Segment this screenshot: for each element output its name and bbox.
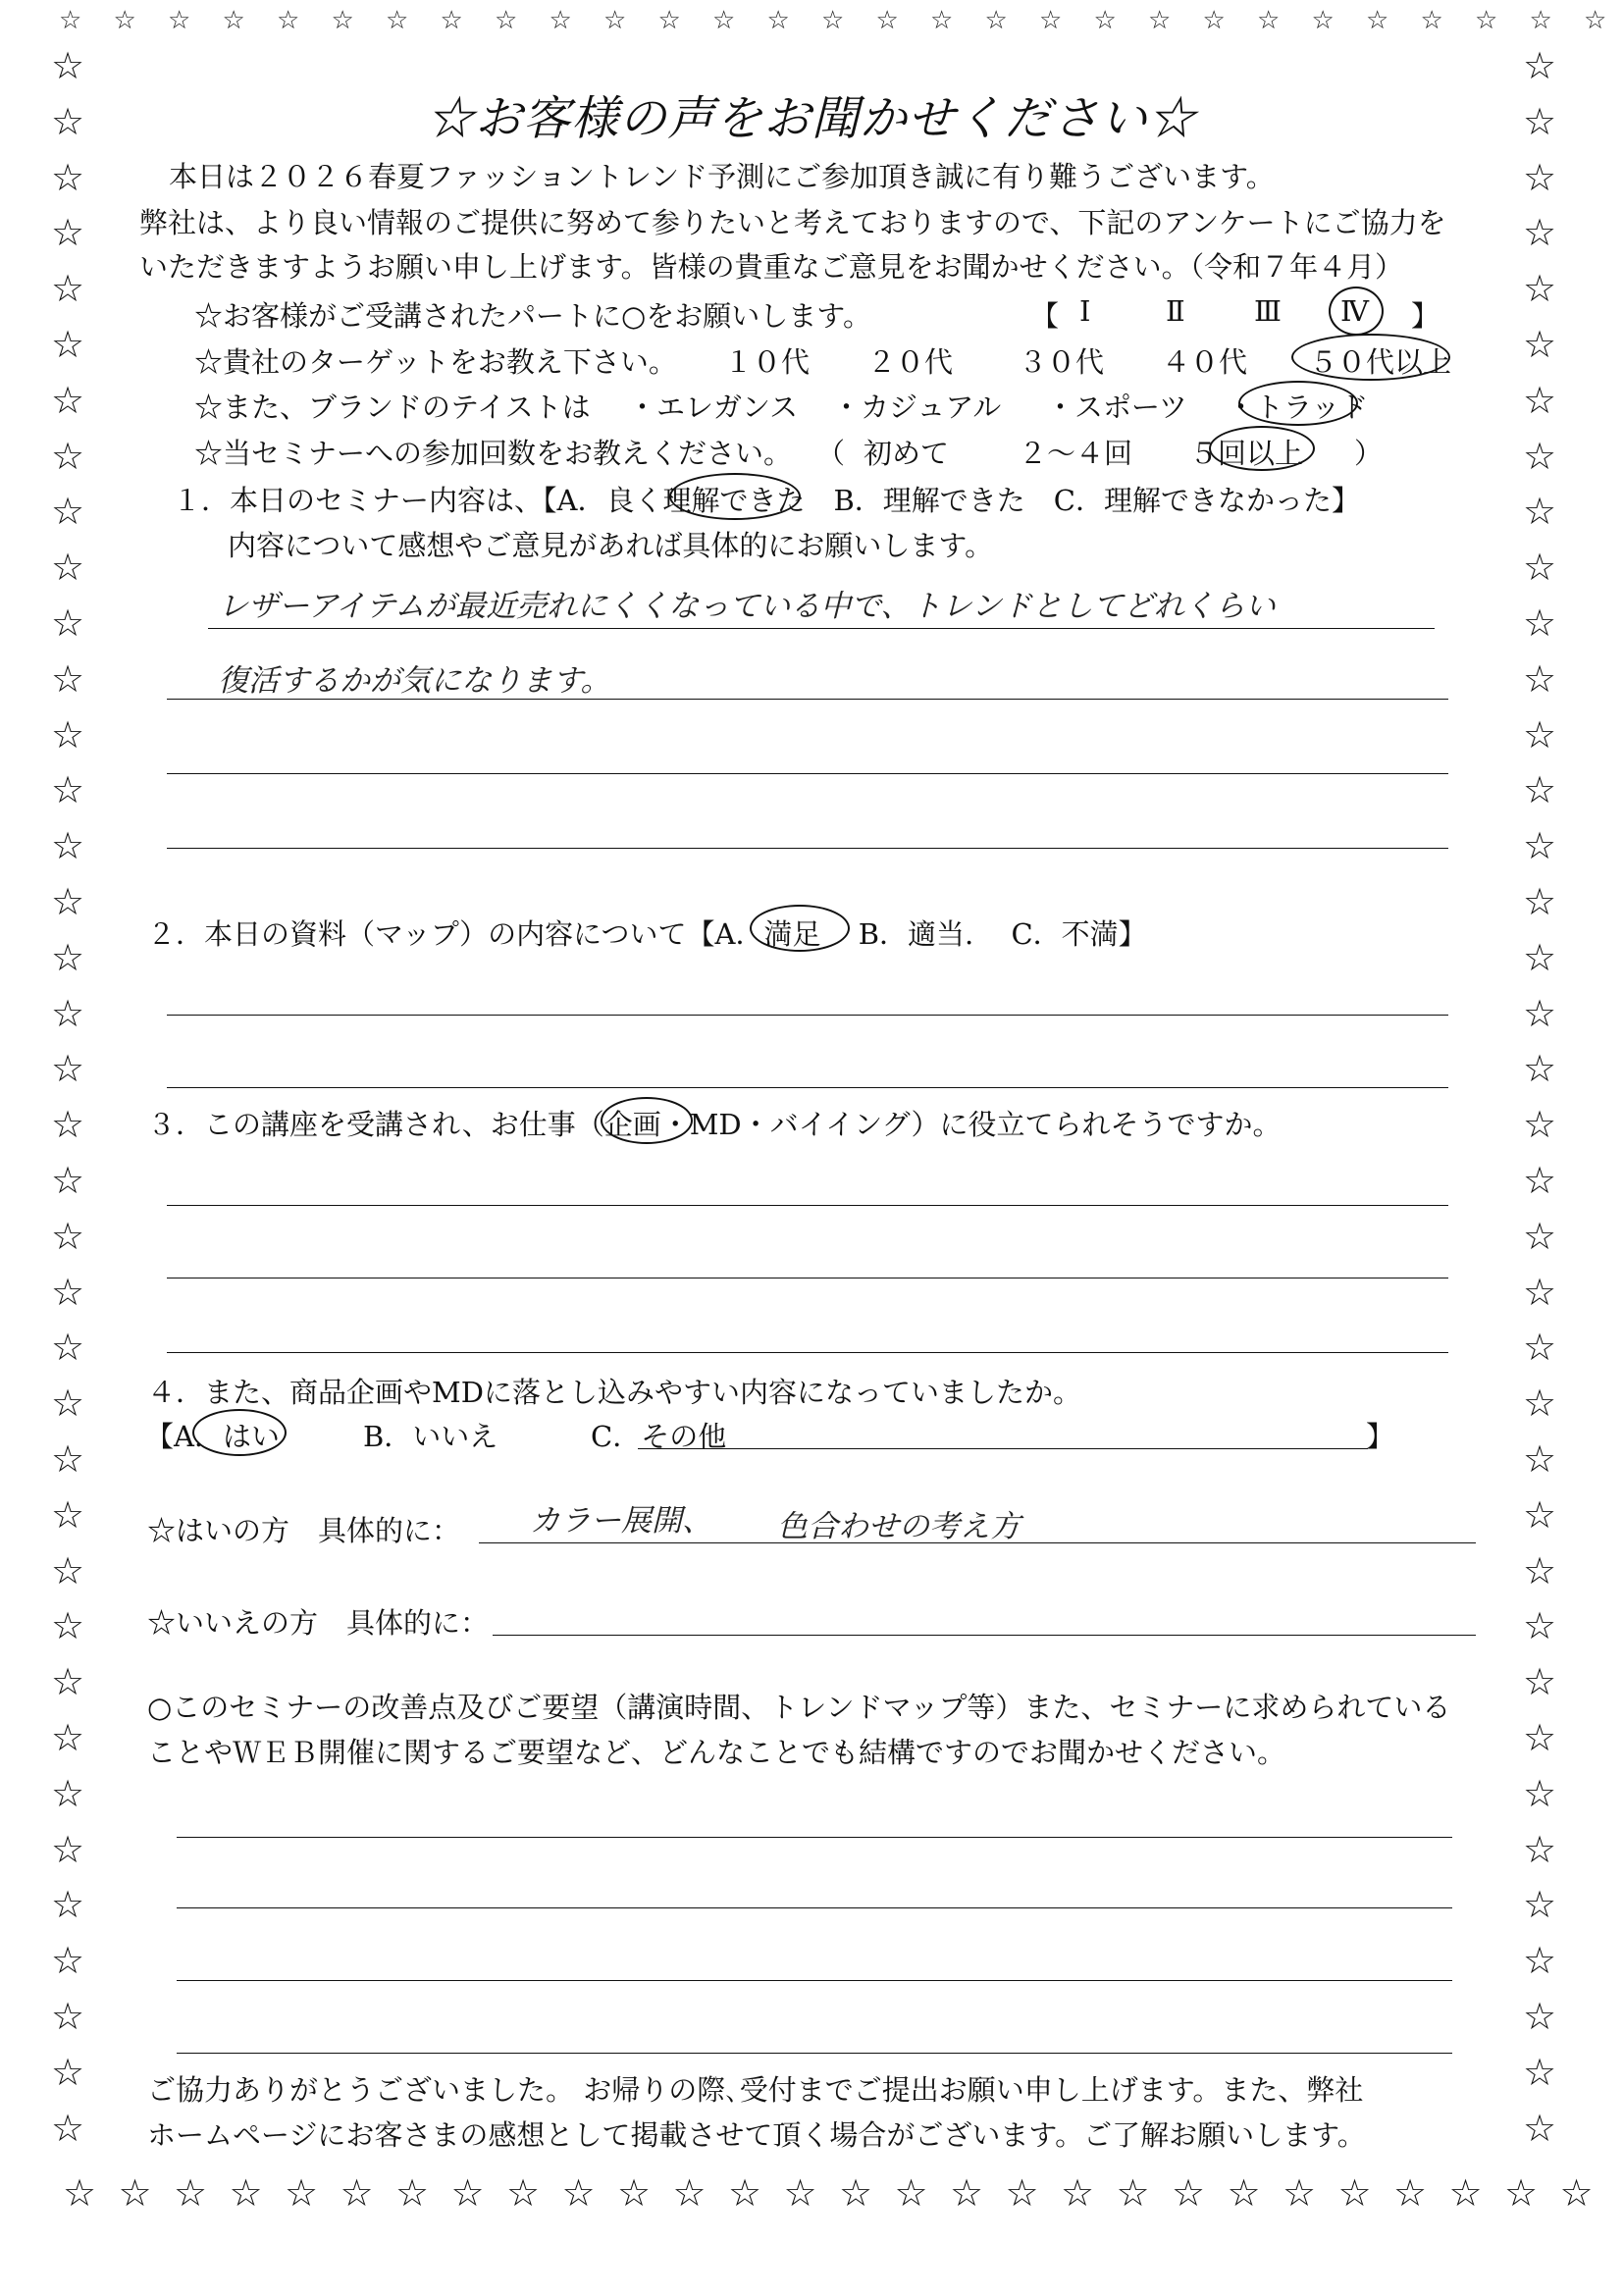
border-star-icon: ☆ bbox=[395, 2171, 430, 2215]
border-star-icon: ☆ bbox=[51, 2106, 85, 2150]
border-star-icon: ☆ bbox=[1523, 712, 1557, 757]
count-paren-close: ） bbox=[1354, 437, 1384, 470]
border-star-icon: ☆ bbox=[672, 2171, 707, 2215]
border-star-icon: ☆ bbox=[51, 1270, 85, 1314]
taste-option-casual[interactable]: ・カジュアル bbox=[832, 391, 1002, 424]
q4-bracket-close: 】 bbox=[1366, 1420, 1395, 1453]
q4-option-other[interactable]: C．その他 bbox=[591, 1420, 727, 1453]
count-option-5plus[interactable]: ５回以上 bbox=[1189, 437, 1304, 470]
q5-answer-line-3 bbox=[177, 1980, 1452, 1981]
target-option-50s-plus[interactable]: ５０代以上 bbox=[1309, 345, 1452, 379]
border-star-icon: ☆ bbox=[1559, 2171, 1594, 2215]
border-star-icon: ☆ bbox=[1337, 2171, 1372, 2215]
border-star-icon: ☆ bbox=[1523, 1159, 1557, 1202]
border-star-icon: ☆ bbox=[63, 2171, 97, 2215]
part-question-label: ☆お客様がご受講されたパートに○をお願いします。 bbox=[194, 299, 871, 333]
border-star-icon: ☆ bbox=[51, 991, 85, 1035]
border-star-icon: ☆ bbox=[894, 2171, 928, 2215]
border-star-icon: ☆ bbox=[1529, 6, 1552, 35]
border-star-icon: ☆ bbox=[51, 1159, 85, 1202]
border-star-icon: ☆ bbox=[51, 1883, 85, 1927]
q5-question-line-2: ことやＷＥＢ開催に関するご要望など、どんなことでも結構ですのでお聞かせください。 bbox=[147, 1736, 1286, 1769]
border-star-icon: ☆ bbox=[113, 6, 136, 35]
part-option-4[interactable]: Ⅳ bbox=[1340, 294, 1369, 328]
border-star-icon: ☆ bbox=[1311, 6, 1335, 35]
border-star-icon: ☆ bbox=[506, 2171, 541, 2215]
q2-question: ２．本日の資料（マップ）の内容について【A．満足 B．適当. C．不満】 bbox=[147, 917, 1147, 951]
border-star-icon: ☆ bbox=[51, 1660, 85, 1704]
border-star-icon: ☆ bbox=[440, 6, 463, 35]
border-star-icon: ☆ bbox=[1523, 323, 1557, 366]
border-star-icon: ☆ bbox=[51, 768, 85, 812]
border-star-icon: ☆ bbox=[1504, 2171, 1539, 2215]
target-option-30s[interactable]: ３０代 bbox=[1019, 345, 1105, 379]
q4-option-no[interactable]: B．いいえ bbox=[363, 1420, 498, 1453]
q1-circle-mark bbox=[669, 473, 801, 520]
border-star-icon: ☆ bbox=[1523, 1883, 1557, 1927]
border-star-icon: ☆ bbox=[1523, 1047, 1557, 1091]
border-star-icon: ☆ bbox=[930, 6, 954, 35]
q2-answer-line-1 bbox=[167, 1015, 1448, 1016]
border-star-icon: ☆ bbox=[51, 1214, 85, 1258]
border-star-icon: ☆ bbox=[549, 6, 572, 35]
border-star-icon: ☆ bbox=[51, 935, 85, 979]
q3-circle-mark bbox=[601, 1097, 693, 1144]
border-star-icon: ☆ bbox=[839, 2171, 873, 2215]
border-star-icon: ☆ bbox=[51, 546, 85, 590]
q1-handwritten-answer-2: 復活するかが気になります。 bbox=[218, 663, 611, 699]
border-star-icon: ☆ bbox=[1523, 601, 1557, 645]
border-star-icon: ☆ bbox=[51, 44, 85, 87]
border-star-icon: ☆ bbox=[51, 656, 85, 701]
border-star-icon: ☆ bbox=[603, 6, 627, 35]
border-star-icon: ☆ bbox=[1523, 546, 1557, 590]
taste-question-label: ☆また、ブランドのテイストは bbox=[194, 391, 591, 424]
footer-line-1: ご協力ありがとうございました。 お帰りの際､受付までご提出お願い申し上げます。また、弊社 bbox=[147, 2073, 1364, 2107]
border-star-icon: ☆ bbox=[51, 1103, 85, 1147]
border-star-icon: ☆ bbox=[1523, 656, 1557, 701]
target-option-40s[interactable]: ４０代 bbox=[1162, 345, 1248, 379]
footer-line-2: ホームページにお客さまの感想として掲載させて頂く場合がございます。ご了解お願いします。 bbox=[147, 2118, 1366, 2152]
q5-answer-line-4 bbox=[177, 2053, 1452, 2054]
border-star-icon: ☆ bbox=[821, 6, 845, 35]
part-bracket-open: 【 bbox=[1030, 299, 1060, 333]
border-star-icon: ☆ bbox=[1039, 6, 1063, 35]
q1-question: １．本日のセミナー内容は、【A．良く理解できた B．理解できた C．理解できなかった】 bbox=[173, 484, 1360, 517]
target-question-label: ☆貴社のターゲットをお教え下さい。 bbox=[194, 345, 677, 379]
border-star-icon: ☆ bbox=[51, 211, 85, 255]
border-star-icon: ☆ bbox=[51, 1437, 85, 1481]
q1-answer-line-2 bbox=[167, 699, 1448, 700]
taste-option-sports[interactable]: ・スポーツ bbox=[1046, 391, 1187, 424]
page-title: ☆お客様の声をお聞かせください☆ bbox=[426, 91, 1196, 146]
border-star-icon: ☆ bbox=[1393, 2171, 1428, 2215]
border-star-icon: ☆ bbox=[1523, 1326, 1557, 1370]
border-star-icon: ☆ bbox=[1523, 768, 1557, 812]
border-star-icon: ☆ bbox=[1523, 155, 1557, 199]
target-circle-mark bbox=[1291, 334, 1450, 381]
border-star-icon: ☆ bbox=[51, 378, 85, 422]
border-star-icon: ☆ bbox=[222, 6, 245, 35]
border-star-icon: ☆ bbox=[1116, 2171, 1150, 2215]
border-star-icon: ☆ bbox=[285, 2171, 319, 2215]
taste-circle-mark bbox=[1238, 381, 1358, 426]
border-star-icon: ☆ bbox=[1093, 6, 1117, 35]
count-circle-mark bbox=[1209, 426, 1315, 471]
border-star-icon: ☆ bbox=[1523, 935, 1557, 979]
border-star-icon: ☆ bbox=[1172, 2171, 1206, 2215]
border-star-icon: ☆ bbox=[1523, 2106, 1557, 2150]
border-star-icon: ☆ bbox=[1523, 44, 1557, 87]
border-star-icon: ☆ bbox=[51, 1604, 85, 1648]
intro-line-3: いただきますようお願い申し上げます。皆様の貴重なご意見をお聞かせください。（令和７年４月） bbox=[139, 250, 1404, 284]
border-star-icon: ☆ bbox=[783, 2171, 817, 2215]
border-star-icon: ☆ bbox=[1523, 1270, 1557, 1314]
intro-line-2: 弊社は、より良い情報のご提供に努めて参りたいと考えておりますので、下記のアンケートにご協力を bbox=[139, 206, 1446, 239]
target-option-10s[interactable]: １０代 bbox=[724, 345, 811, 379]
border-star-icon: ☆ bbox=[1227, 2171, 1261, 2215]
border-star-icon: ☆ bbox=[1283, 2171, 1317, 2215]
border-star-icon: ☆ bbox=[1475, 6, 1498, 35]
border-star-icon: ☆ bbox=[1523, 1214, 1557, 1258]
border-star-icon: ☆ bbox=[1148, 6, 1172, 35]
border-star-icon: ☆ bbox=[51, 880, 85, 923]
part-option-3[interactable]: Ⅲ bbox=[1254, 294, 1282, 328]
border-star-icon: ☆ bbox=[51, 323, 85, 366]
border-star-icon: ☆ bbox=[1523, 434, 1557, 478]
q1-answer-line-1 bbox=[208, 628, 1435, 629]
border-star-icon: ☆ bbox=[51, 824, 85, 868]
border-star-icon: ☆ bbox=[1061, 2171, 1095, 2215]
border-star-icon: ☆ bbox=[51, 1827, 85, 1871]
q4-no-label: ☆いいえの方 具体的に： bbox=[147, 1606, 490, 1640]
border-star-icon: ☆ bbox=[51, 1047, 85, 1091]
border-star-icon: ☆ bbox=[174, 2171, 208, 2215]
border-star-icon: ☆ bbox=[1366, 6, 1389, 35]
border-star-icon: ☆ bbox=[1523, 1548, 1557, 1592]
border-star-icon: ☆ bbox=[51, 434, 85, 478]
border-star-icon: ☆ bbox=[51, 2050, 85, 2094]
q4-other-line bbox=[638, 1448, 1368, 1449]
count-paren-open: （ bbox=[816, 437, 846, 470]
border-star-icon: ☆ bbox=[1523, 267, 1557, 311]
border-star-icon: ☆ bbox=[712, 6, 736, 35]
border-star-icon: ☆ bbox=[51, 1771, 85, 1815]
q2-circle-mark bbox=[750, 905, 850, 952]
border-star-icon: ☆ bbox=[1523, 1939, 1557, 1983]
q4-no-line bbox=[493, 1635, 1476, 1636]
border-star-icon: ☆ bbox=[51, 1492, 85, 1537]
border-star-icon: ☆ bbox=[386, 6, 409, 35]
border-star-icon: ☆ bbox=[168, 6, 191, 35]
border-star-icon: ☆ bbox=[51, 1326, 85, 1370]
border-star-icon: ☆ bbox=[1523, 991, 1557, 1035]
intro-line-1: 本日は２０２６春夏ファッショントレンド予測にご参加頂き誠に有り難うございます。 bbox=[169, 160, 1275, 193]
border-star-icon: ☆ bbox=[1523, 211, 1557, 255]
q4-yes-line bbox=[479, 1542, 1476, 1543]
q5-question-line-1: ○このセミナーの改善点及びご要望（講演時間、トレンドマップ等）また、セミナーに求められている bbox=[147, 1691, 1451, 1724]
border-star-icon: ☆ bbox=[1523, 1103, 1557, 1147]
taste-option-elegance[interactable]: ・エレガンス bbox=[628, 391, 799, 424]
border-star-icon: ☆ bbox=[331, 6, 354, 35]
q1-answer-line-4 bbox=[167, 848, 1448, 849]
q3-question: ３．この講座を受講され、お仕事（企画・MD・バイイング）に役立てられそうですか。 bbox=[147, 1108, 1282, 1141]
border-star-icon: ☆ bbox=[51, 155, 85, 199]
q2-answer-line-2 bbox=[167, 1087, 1448, 1088]
border-star-icon: ☆ bbox=[1523, 2050, 1557, 2094]
border-star-icon: ☆ bbox=[1523, 1995, 1557, 2038]
border-star-icon: ☆ bbox=[1420, 6, 1443, 35]
q3-answer-line-1 bbox=[167, 1205, 1448, 1206]
border-star-icon: ☆ bbox=[229, 2171, 263, 2215]
q4-yes-answer-2: 色合わせの考え方 bbox=[777, 1509, 1021, 1544]
q1-instruction: 内容について感想やご意見があれば具体的にお願いします。 bbox=[228, 529, 994, 562]
border-star-icon: ☆ bbox=[1523, 1827, 1557, 1871]
border-star-icon: ☆ bbox=[875, 6, 899, 35]
part-bracket-close: 】 bbox=[1411, 299, 1440, 333]
border-star-icon: ☆ bbox=[1523, 824, 1557, 868]
border-star-icon: ☆ bbox=[51, 1995, 85, 2038]
q5-answer-line-2 bbox=[177, 1907, 1452, 1908]
border-star-icon: ☆ bbox=[1202, 6, 1226, 35]
border-star-icon: ☆ bbox=[59, 6, 82, 35]
border-star-icon: ☆ bbox=[450, 2171, 485, 2215]
border-star-icon: ☆ bbox=[1523, 99, 1557, 143]
border-star-icon: ☆ bbox=[1005, 2171, 1039, 2215]
q3-answer-line-3 bbox=[167, 1352, 1448, 1353]
border-star-icon: ☆ bbox=[984, 6, 1008, 35]
border-star-icon: ☆ bbox=[277, 6, 300, 35]
border-star-icon: ☆ bbox=[1523, 1771, 1557, 1815]
border-star-icon: ☆ bbox=[1523, 1604, 1557, 1648]
q4-yes-label: ☆はいの方 具体的に： bbox=[147, 1514, 461, 1547]
border-star-icon: ☆ bbox=[51, 1382, 85, 1426]
border-star-icon: ☆ bbox=[118, 2171, 152, 2215]
border-star-icon: ☆ bbox=[950, 2171, 984, 2215]
border-star-icon: ☆ bbox=[561, 2171, 596, 2215]
border-star-icon: ☆ bbox=[1523, 1660, 1557, 1704]
part-option-2[interactable]: Ⅱ bbox=[1166, 294, 1185, 328]
part-option-1[interactable]: Ⅰ bbox=[1079, 294, 1091, 328]
border-star-icon: ☆ bbox=[1523, 378, 1557, 422]
q4-question: ４．また、商品企画やMDに落とし込みやすい内容になっていましたか。 bbox=[147, 1376, 1081, 1409]
border-star-icon: ☆ bbox=[1523, 880, 1557, 923]
count-option-2to4[interactable]: ２～４回 bbox=[1019, 437, 1133, 470]
border-star-icon: ☆ bbox=[1523, 1716, 1557, 1759]
border-star-icon: ☆ bbox=[51, 490, 85, 534]
border-star-icon: ☆ bbox=[728, 2171, 762, 2215]
border-star-icon: ☆ bbox=[1584, 6, 1607, 35]
q1-handwritten-answer-1: レザーアイテムが最近売れにくくなっている中で、トレンドとしてどれくらい bbox=[218, 589, 1276, 624]
q4-yes-answer-1: カラー展開、 bbox=[530, 1503, 712, 1539]
border-star-icon: ☆ bbox=[1523, 1437, 1557, 1481]
border-star-icon: ☆ bbox=[51, 1548, 85, 1592]
border-star-icon: ☆ bbox=[1523, 1382, 1557, 1426]
border-star-icon: ☆ bbox=[51, 267, 85, 311]
taste-option-trad[interactable]: ・トラッド bbox=[1227, 391, 1369, 424]
part-circle-mark bbox=[1329, 287, 1384, 336]
border-star-icon: ☆ bbox=[1523, 490, 1557, 534]
border-star-icon: ☆ bbox=[617, 2171, 652, 2215]
border-star-icon: ☆ bbox=[1523, 1492, 1557, 1537]
border-star-icon: ☆ bbox=[51, 1716, 85, 1759]
border-star-icon: ☆ bbox=[51, 99, 85, 143]
q4-option-yes[interactable]: 【A．はい bbox=[145, 1420, 280, 1453]
border-star-icon: ☆ bbox=[51, 712, 85, 757]
target-option-20s[interactable]: ２０代 bbox=[867, 345, 954, 379]
count-question-label: ☆当セミナーへの参加回数をお教えください。 bbox=[194, 437, 793, 470]
border-star-icon: ☆ bbox=[1257, 6, 1281, 35]
q1-answer-line-3 bbox=[167, 773, 1448, 774]
count-option-first[interactable]: 初めて bbox=[864, 437, 950, 470]
border-star-icon: ☆ bbox=[495, 6, 518, 35]
border-star-icon: ☆ bbox=[51, 1939, 85, 1983]
border-star-icon: ☆ bbox=[1448, 2171, 1483, 2215]
border-star-icon: ☆ bbox=[766, 6, 790, 35]
q5-answer-line-1 bbox=[177, 1837, 1452, 1838]
border-star-icon: ☆ bbox=[340, 2171, 374, 2215]
q4-circle-mark bbox=[192, 1409, 287, 1456]
border-star-icon: ☆ bbox=[51, 601, 85, 645]
border-star-icon: ☆ bbox=[657, 6, 681, 35]
